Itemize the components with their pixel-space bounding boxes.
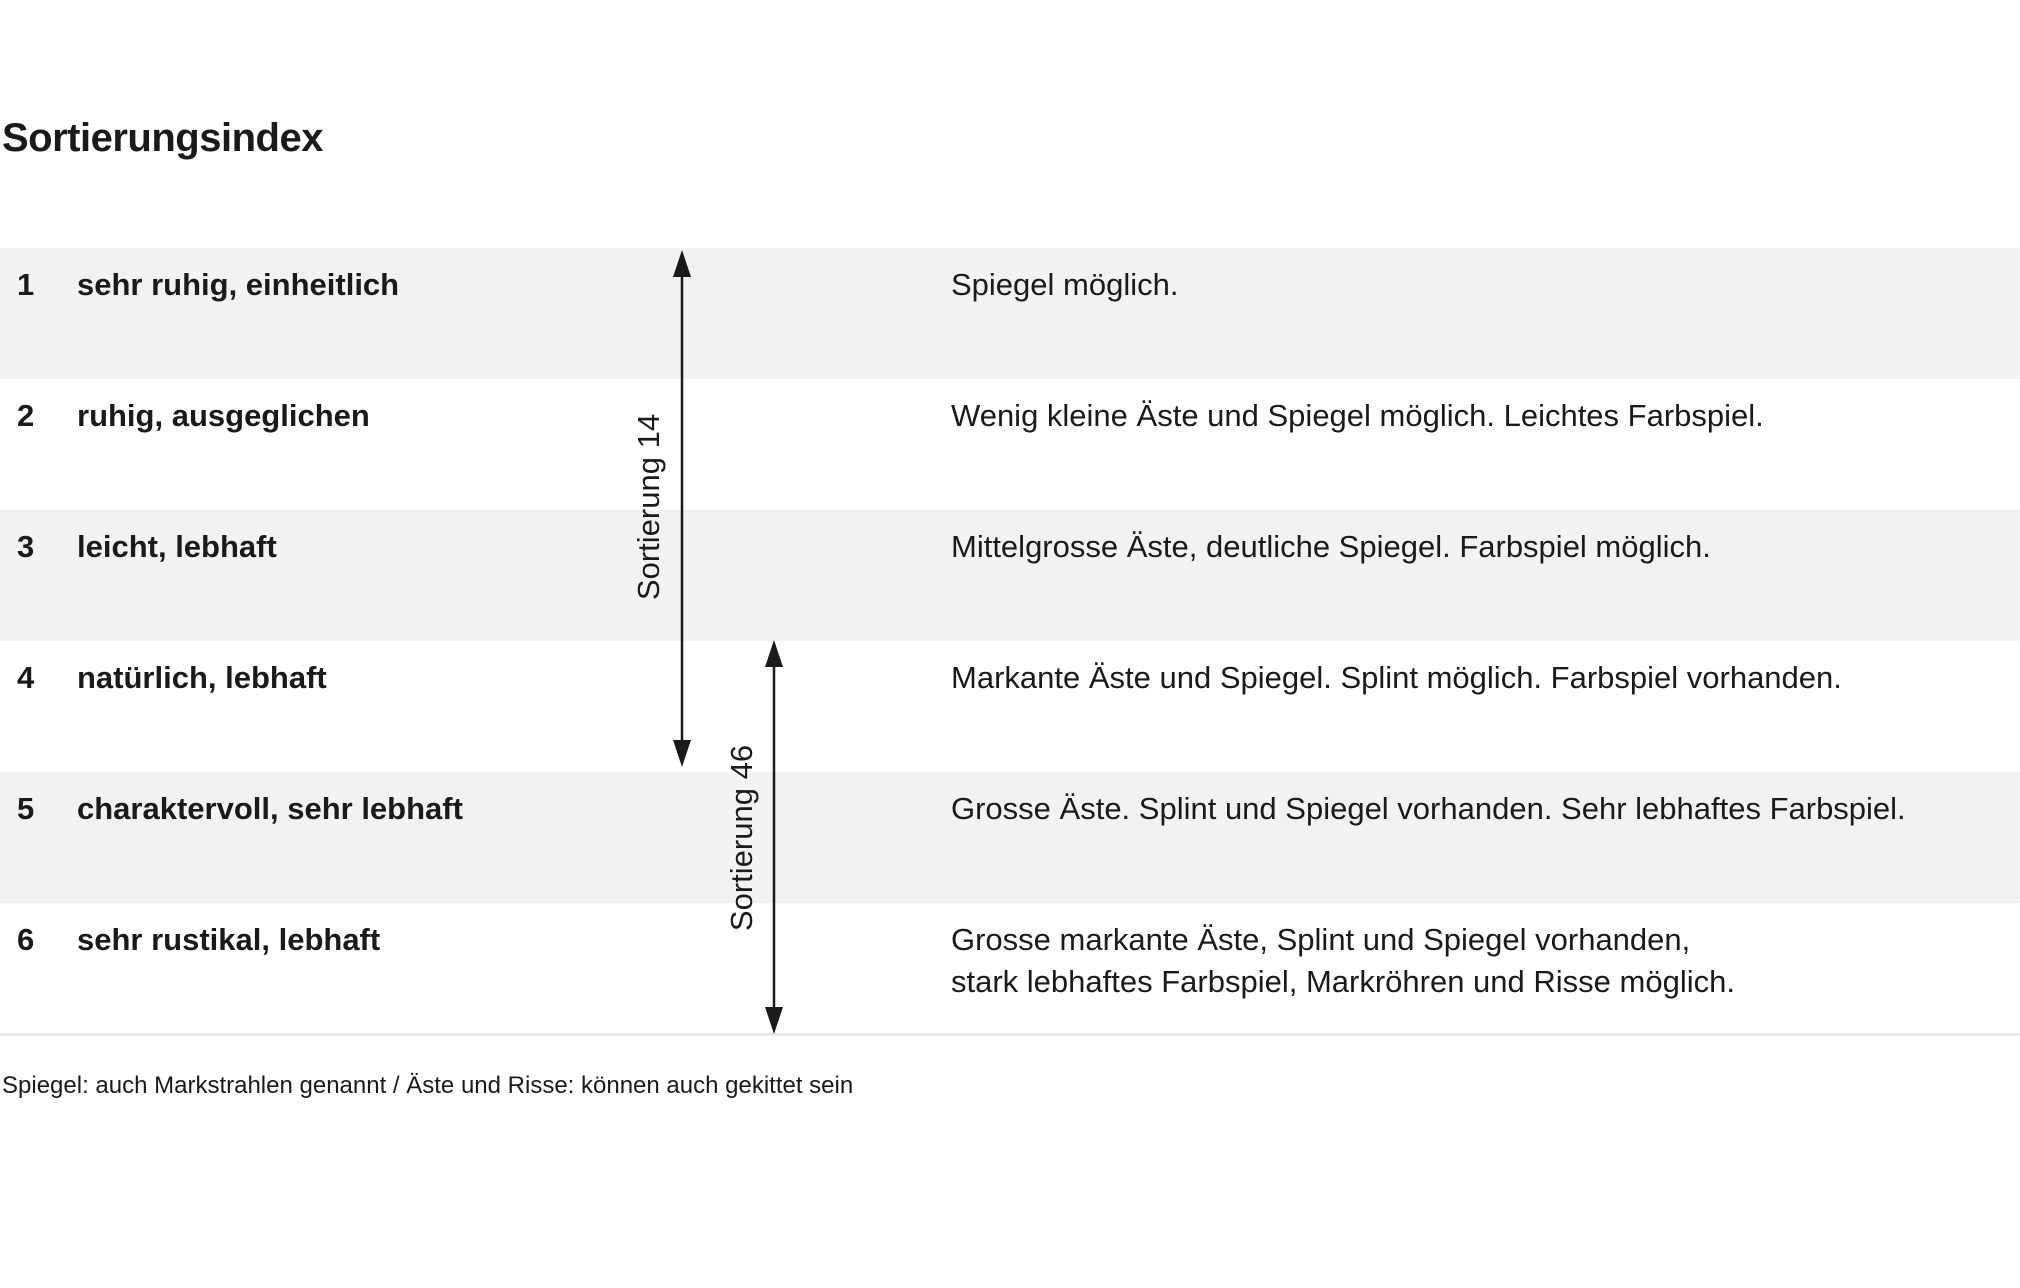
row-label: sehr ruhig, einheitlich	[77, 267, 400, 302]
table-row	[0, 379, 2020, 510]
row-description	[951, 657, 1842, 699]
row-number: 3	[17, 529, 35, 564]
table-row	[0, 772, 2020, 903]
row-label: natürlich, lebhaft	[77, 660, 327, 695]
row-description-line: Wenig kleine Äste und Spiegel möglich. Leichtes Farbspiel.	[951, 398, 1764, 433]
footnote: Spiegel: auch Markstrahlen genannt / Äste und Risse: können auch gekittet sein	[2, 1072, 854, 1099]
sorting-table	[0, 248, 2020, 1034]
row-description-line: Grosse markante Äste, Splint und Spiegel vorhanden,	[951, 922, 1691, 957]
row-description	[951, 526, 1711, 568]
range-label: Sortierung 14	[631, 413, 666, 601]
row-number: 5	[17, 791, 35, 826]
row-label: leicht, lebhaft	[77, 529, 277, 564]
row-number: 4	[17, 660, 35, 695]
table-row	[0, 510, 2020, 641]
table-bottom-rule	[0, 1033, 2020, 1036]
row-description-line: Markante Äste und Spiegel. Splint möglich. Farbspiel vorhanden.	[951, 660, 1842, 695]
row-description-line: Grosse Äste. Splint und Spiegel vorhanden. Sehr lebhaftes Farbspiel.	[951, 791, 1906, 826]
row-label: charaktervoll, sehr lebhaft	[77, 791, 463, 826]
row-label: ruhig, ausgeglichen	[77, 398, 370, 433]
row-number: 1	[17, 267, 35, 302]
row-description	[951, 788, 1906, 830]
row-description	[951, 919, 1735, 1003]
row-number: 2	[17, 398, 35, 433]
row-description	[951, 395, 1764, 437]
row-description	[951, 264, 1178, 306]
table-row	[0, 903, 2020, 1034]
table-row	[0, 248, 2020, 379]
range-label: Sortierung 46	[724, 744, 759, 932]
row-description-line: Spiegel möglich.	[951, 267, 1179, 302]
row-label: sehr rustikal, lebhaft	[77, 922, 381, 957]
table-row	[0, 641, 2020, 772]
row-number: 6	[17, 922, 35, 957]
row-description-line: stark lebhaftes Farbspiel, Markröhren und Risse möglich.	[951, 963, 1735, 999]
row-description-line: Mittelgrosse Äste, deutliche Spiegel. Farbspiel möglich.	[951, 529, 1711, 564]
page-title: Sortierungsindex	[2, 116, 323, 160]
